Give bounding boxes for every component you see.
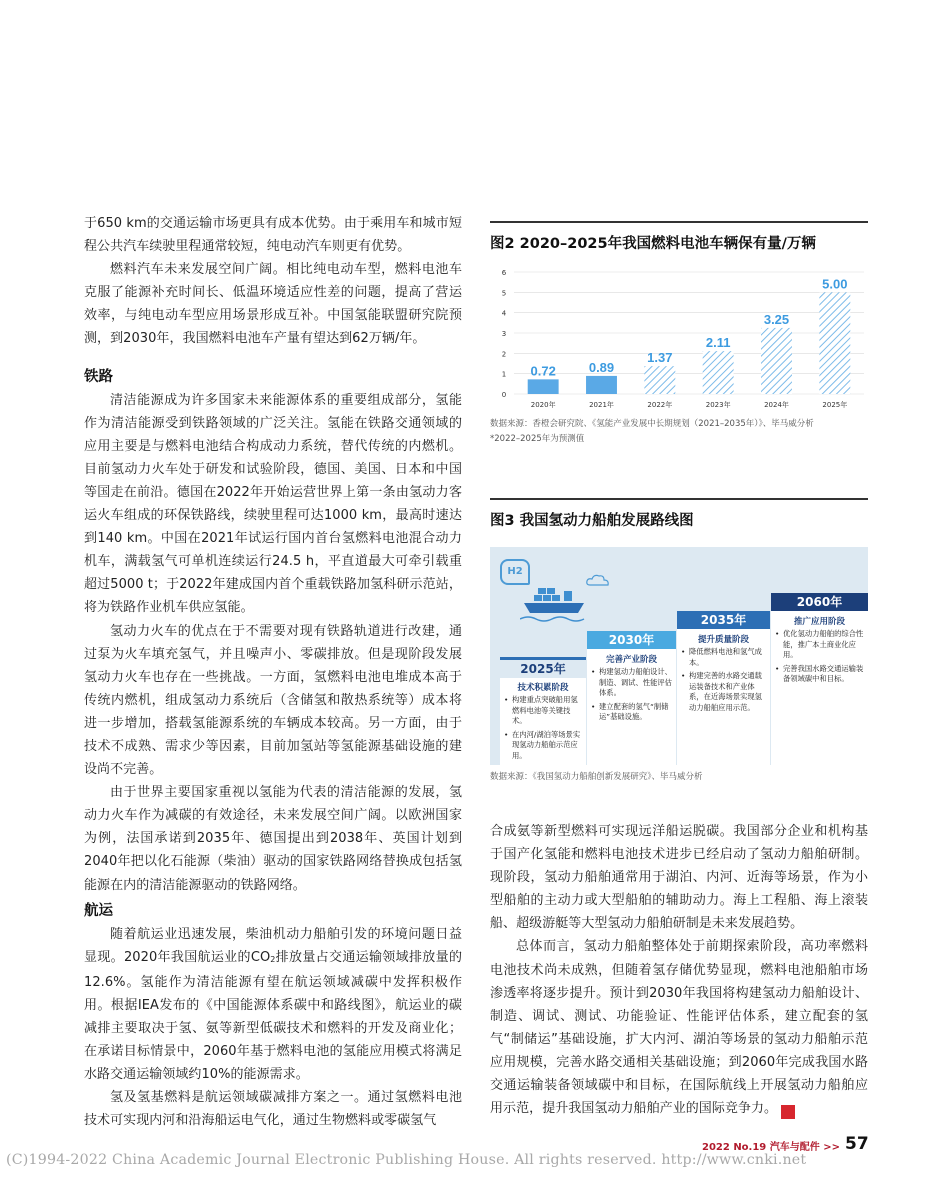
bar: [644, 366, 675, 394]
bullet-item: • 构建氢动力船舶设计、制造、调试、性能评估体系。: [591, 667, 673, 699]
h2-icon: H2: [500, 559, 530, 585]
y-tick-label: 2: [501, 350, 507, 359]
right-column: [490, 820, 868, 1120]
end-mark-icon: A: [781, 1105, 795, 1119]
paragraph: [490, 935, 868, 1120]
stage-bullets: [775, 629, 865, 688]
data-label: 5.00: [822, 276, 848, 292]
y-tick-label: 5: [501, 289, 507, 298]
data-label: 0.72: [530, 363, 556, 379]
stage-name: 技术积累阶段: [517, 683, 569, 693]
roadmap-diagram: [490, 547, 868, 765]
page-number: 57: [845, 1134, 869, 1154]
year-label: 2025年: [500, 657, 586, 678]
stage-name: 完善产业阶段: [605, 655, 657, 665]
copyright-notice: (C)1994-2022 China Academic Journal Electronic Publishing House. All rights reserved. http://www.cnki.net: [6, 1152, 807, 1168]
data-label: 2.11: [705, 335, 731, 351]
bar-chart: [490, 266, 868, 416]
bar: [703, 351, 734, 394]
y-tick-label: 0: [501, 391, 507, 399]
subscript: 2: [270, 954, 276, 964]
text-span: 总体而言，氢动力船舶整体处于前期探索阶段，高功率燃料电池技术尚未成熟，但随着氢存储优势显现，燃料电池船舶市场渗透率将逐步提升。预计到2030年我国将构建氢动力船舶设计、制造、调试、测试、功能验证、性能评估体系，建立配套的氢气“制储运”基础设施，扩大内河、湖泊等场景的氢动力船舶示范应用规模，完善水路交通相关基础设施；到2060年完成我国水路交通运输装备领域碳中和目标，在国际航线上开展氢动力船舶应用示范，提升我国氢动力船舶产业的国际竞争力。: [490, 939, 868, 1117]
y-tick-label: 1: [501, 370, 507, 379]
issue-label: 2022 No.19 汽车与配件 >>: [702, 1142, 840, 1153]
section-heading-shipping: 航运: [84, 902, 113, 919]
x-tick-label: 2024年: [764, 401, 789, 409]
figure-note: *2022–2025年为预测值: [490, 434, 585, 444]
figure-title: 图2 2020–2025年我国燃料电池车辆保有量/万辆: [490, 236, 816, 252]
paragraph: 于650 km的交通运输市场更具有成本优势。由于乘用车和城市短程公共汽车续驶里程通常较短，纯电动汽车则更有优势。: [84, 216, 462, 255]
bullet-item: • 构建完善的水路交通载运装备技术和产业体系，在近海场景实现氢动力船舶应用示范。: [681, 671, 767, 713]
year-label: 2035年: [677, 611, 770, 629]
bullet-item: • 完善我国水路交通运输装备领域碳中和目标。: [775, 664, 865, 685]
chart-canvas: [490, 266, 868, 416]
figure-source: 数据来源：《我国氢动力船舶创新发展研究》、毕马威分析: [490, 772, 703, 782]
bar: [761, 328, 792, 394]
paragraph: 氢及氢基燃料是航运领域碳减排方案之一。通过氢燃料电池技术可实现内河和沿海船运电气化，通过生物燃料或零碳氢气: [84, 1090, 462, 1129]
figure-2: [490, 221, 868, 446]
section-heading-rail: 铁路: [84, 368, 113, 385]
x-tick-label: 2025年: [822, 401, 848, 409]
year-label: 2060年: [771, 593, 868, 611]
text-span: 排放量占交通运输领域排放量的12.6%。氢能作为清洁能源有望在航运领域减碳中发挥积极作用。根据IEA发布的《中国能源体系碳中和路线图》，航运业的碳减排主要取决于氢、氨等新型低碳技术和燃料的开发及商业化；在承诺目标情景中，2060年基于燃料电池的氢能应用模式将满足水路交通运输领域约10%的能源需求。: [84, 949, 463, 1083]
stage-name: 提升质量阶段: [697, 635, 749, 645]
bullet-item: • 降低燃料电池和氢气成本。: [681, 647, 767, 668]
cloud-icon: [586, 573, 610, 587]
year-label: 2030年: [587, 631, 676, 649]
stage-bullets: [504, 695, 584, 764]
bar: [586, 376, 617, 394]
bar: [819, 292, 850, 394]
figure-3: [490, 498, 868, 784]
x-tick-label: 2022年: [647, 401, 673, 409]
figure-source: 数据来源：香橙会研究院、《氢能产业发展中长期规划（2021–2035年）》、毕马威分析: [490, 419, 814, 429]
figure-title: 图3 我国氢动力船舶发展路线图: [490, 513, 694, 529]
bullet-item: • 建立配套的氢气“制储运”基础设施。: [591, 702, 673, 723]
bar: [528, 379, 559, 394]
x-tick-label: 2020年: [530, 401, 556, 409]
paragraph: 由于世界主要国家重视以氢能为代表的清洁能源的发展，氢动力火车作为减碳的有效途径，未来发展空间广阔。以欧洲国家为例，法国承诺到2035年、德国提出到2038年、英国计划到2040年把以化石能源（柴油）驱动的国家铁路网络替换成包括氢能源在内的清洁能源驱动的铁路网络。: [84, 785, 462, 893]
text-span: 随着航运业迅速发展，柴油机动力船舶引发的环境问题日益显现。2020年我国航运业的CO: [84, 926, 462, 965]
paragraph: 氢动力火车的优点在于不需要对现有铁路轨道进行改建，通过泵为火车填充氢气，并且噪声小、零碳排放。但是现阶段发展氢动力火车也存在一些挑战。一方面，氢燃料电池电堆成本高于传统内燃机，组成氢动力系统后（含储氢和散热系统等）成本将进一步增加，搭载氢能源系统的车辆成本较高。另一方面，由于技术不成熟、需求少等因素，目前加氢站等氢能源基础设施的建设尚不完善。: [84, 623, 462, 778]
ship-icon: [520, 587, 590, 627]
stage-bullets: [591, 667, 673, 726]
y-tick-label: 4: [501, 309, 507, 318]
stage-bullets: [681, 647, 767, 716]
y-tick-label: 3: [501, 330, 507, 338]
x-tick-label: 2023年: [705, 401, 731, 409]
left-column: [84, 212, 462, 1132]
paragraph: [84, 923, 462, 1087]
paragraph: 合成氨等新型燃料可实现远洋船运脱碳。我国部分企业和机构基于国产化氢能和燃料电池技术进步已经启动了氢动力船舶研制。现阶段，氢动力船舶通常用于湖泊、内河、近海等场景，作为小型船舶的主动力或大型船舶的辅助动力。海上工程船、海上滚装船、超级游艇等大型氢动力船舶研制是未来发展趋势。: [490, 824, 868, 932]
bullet-item: • 构建重点突破船用氢燃料电池等关键技术。: [504, 695, 584, 727]
bullet-item: • 优化氢动力船舶的综合性能，推广本土商业化应用。: [775, 629, 865, 661]
data-label: 1.37: [647, 350, 673, 366]
x-tick-label: 2021年: [589, 401, 614, 409]
data-label: 0.89: [588, 359, 615, 375]
stage-name: 推广应用阶段: [793, 617, 845, 627]
data-label: 3.25: [763, 311, 790, 327]
y-tick-label: 6: [501, 269, 507, 277]
paragraph: 清洁能源成为许多国家未来能源体系的重要组成部分，氢能作为清洁能源受到铁路领域的广泛关注。氢能在铁路交通领域的应用主要是与燃料电池结合构成动力系统，替代传统的内燃机。目前氢动力火车处于研发和试验阶段，德国、美国、日本和中国等国走在前沿。德国在2022年开始运营世界上第一条由氢动力客运火车组成的环保铁路线，续驶里程可达1000 km，最高时速达到140 km。中国在2021年试运行国内首台氢燃料电池混合动力机车，满载氢气可单机连续运行24.5 h，平直道最大可牵引载重超过5000 t；于2022年建成国内首个重载铁路加氢科研示范站，将为铁路作业机车供应氢能。: [84, 392, 462, 616]
paragraph: 燃料汽车未来发展空间广阔。相比纯电动车型，燃料电池车克服了能源补充时间长、低温环境适应性差的问题，提高了营运效率，与纯电动车型应用场景形成互补。中国氢能联盟研究院预测，到2030年，我国燃料电池车产量有望达到62万辆/年。: [84, 262, 462, 347]
bullet-item: • 在内河/湖泊等场景实现氢动力船舶示范应用。: [504, 730, 584, 762]
